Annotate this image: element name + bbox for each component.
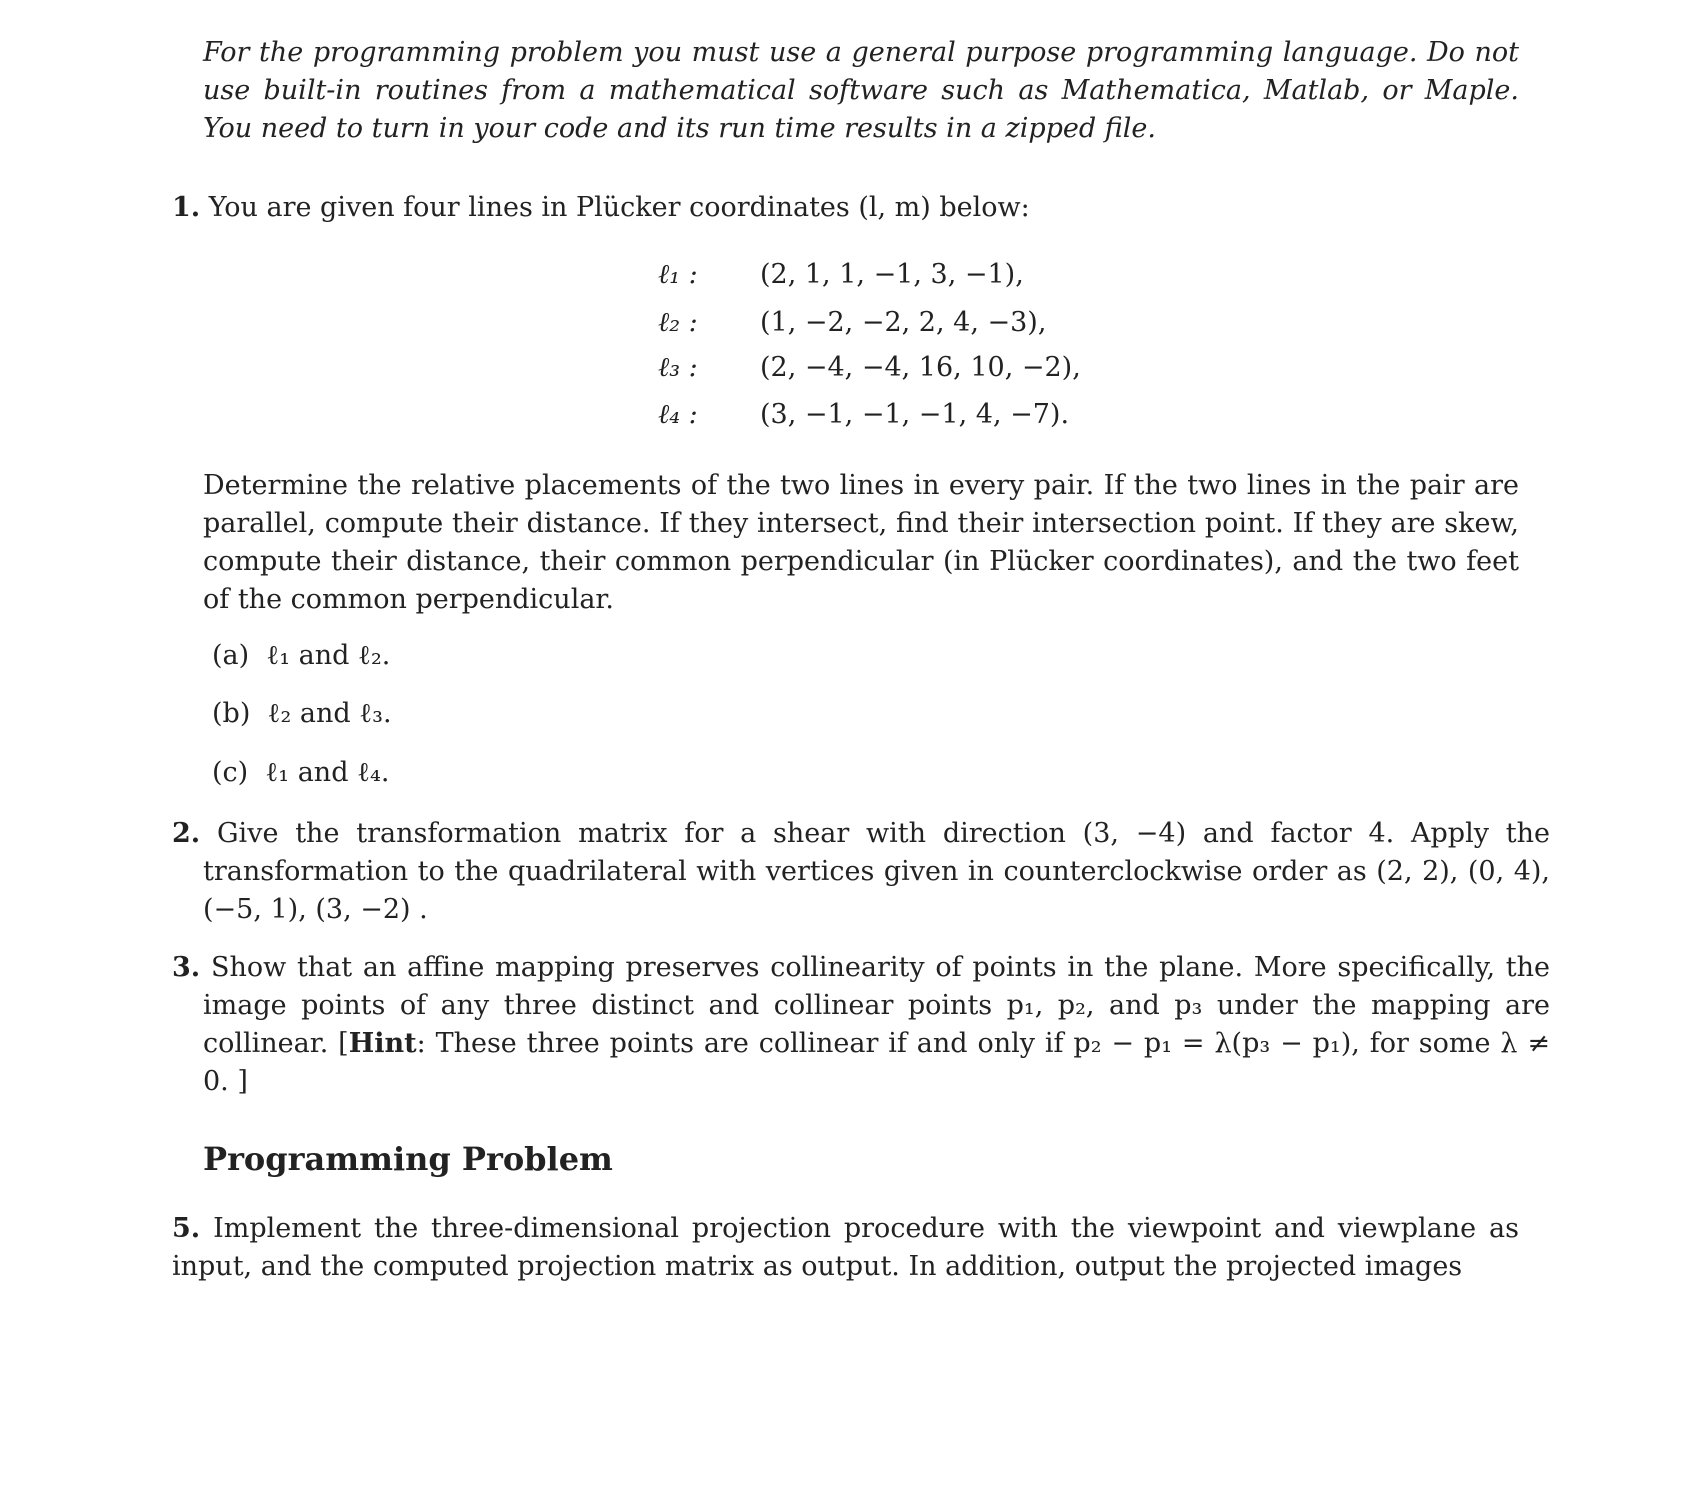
problem-3 — [172, 949, 1550, 1101]
part-text: ℓ₂ and ℓ₃. — [267, 698, 392, 729]
part-a — [212, 640, 390, 671]
line-label: ℓ₂ : — [658, 307, 698, 338]
part-c — [212, 757, 389, 788]
problem-text: Show that an affine mapping preserves collinearity of points in the plane. More specifically, the image points of any three distinct and collinear points p₁, p₂, and p₃ under the mapping are collinear. [ — [203, 952, 1550, 1059]
line-coordinates: (2, 1, 1, −1, 3, −1), — [760, 259, 1024, 290]
programming-problem-heading: Programming Problem — [203, 1140, 613, 1178]
intro-paragraph: For the programming problem you must use a general purpose programming language. Do not use built-in routines from a mathematical software such as Mathematica, Matlab, or Maple. You need to turn in your code and its run time results in a zipped file. — [203, 37, 1519, 144]
part-label: (c) — [212, 757, 249, 788]
part-label: (a) — [212, 640, 250, 671]
line-label: ℓ₁ : — [658, 259, 698, 290]
problem-text: Give the transformation matrix for a shear with direction (3, −4) and factor 4. Apply the transformation to the quadrilateral with vertices given in counterclockwise order as (2, 2), (0, 4), (−5, 1), (3, −2) . — [203, 818, 1550, 925]
part-text: ℓ₁ and ℓ₂. — [266, 640, 391, 671]
hint-text: : These three points are collinear if and only if p₂ − p₁ = λ(p₃ − p₁), for some λ ≠ 0. ] — [203, 1028, 1550, 1097]
problem-number: 1. — [172, 192, 201, 223]
part-b — [212, 698, 392, 729]
line-coordinates: (2, −4, −4, 16, 10, −2), — [760, 352, 1081, 383]
problem-2 — [172, 815, 1550, 929]
line-coordinates: (3, −1, −1, −1, 4, −7). — [760, 399, 1070, 430]
part-label: (b) — [212, 698, 251, 729]
hint-label: Hint — [348, 1028, 417, 1059]
problem-1-instructions: Determine the relative placements of the two lines in every pair. If the two lines in the pair are parallel, compute their distance. If they intersect, find their intersection point. If they are skew, compute their distance, their common perpendicular (in Plücker coordinates), and the two feet of the common perpendicular. — [203, 470, 1519, 615]
line-coordinates: (1, −2, −2, 2, 4, −3), — [760, 307, 1047, 338]
problem-text: You are given four lines in Plücker coordinates (l, m) below: — [208, 192, 1030, 223]
problem-5 — [172, 1210, 1519, 1286]
part-text: ℓ₁ and ℓ₄. — [265, 757, 390, 788]
line-label: ℓ₄ : — [658, 399, 698, 430]
problem-number: 3. — [172, 952, 201, 983]
line-label: ℓ₃ : — [658, 352, 698, 383]
problem-number: 5. — [172, 1213, 201, 1244]
problem-text: Implement the three-dimensional projection procedure with the viewpoint and viewplane as input, and the computed projection matrix as output. In addition, output the projected images — [172, 1213, 1519, 1282]
problem-number: 2. — [172, 818, 201, 849]
problem-1-statement — [172, 189, 1572, 227]
